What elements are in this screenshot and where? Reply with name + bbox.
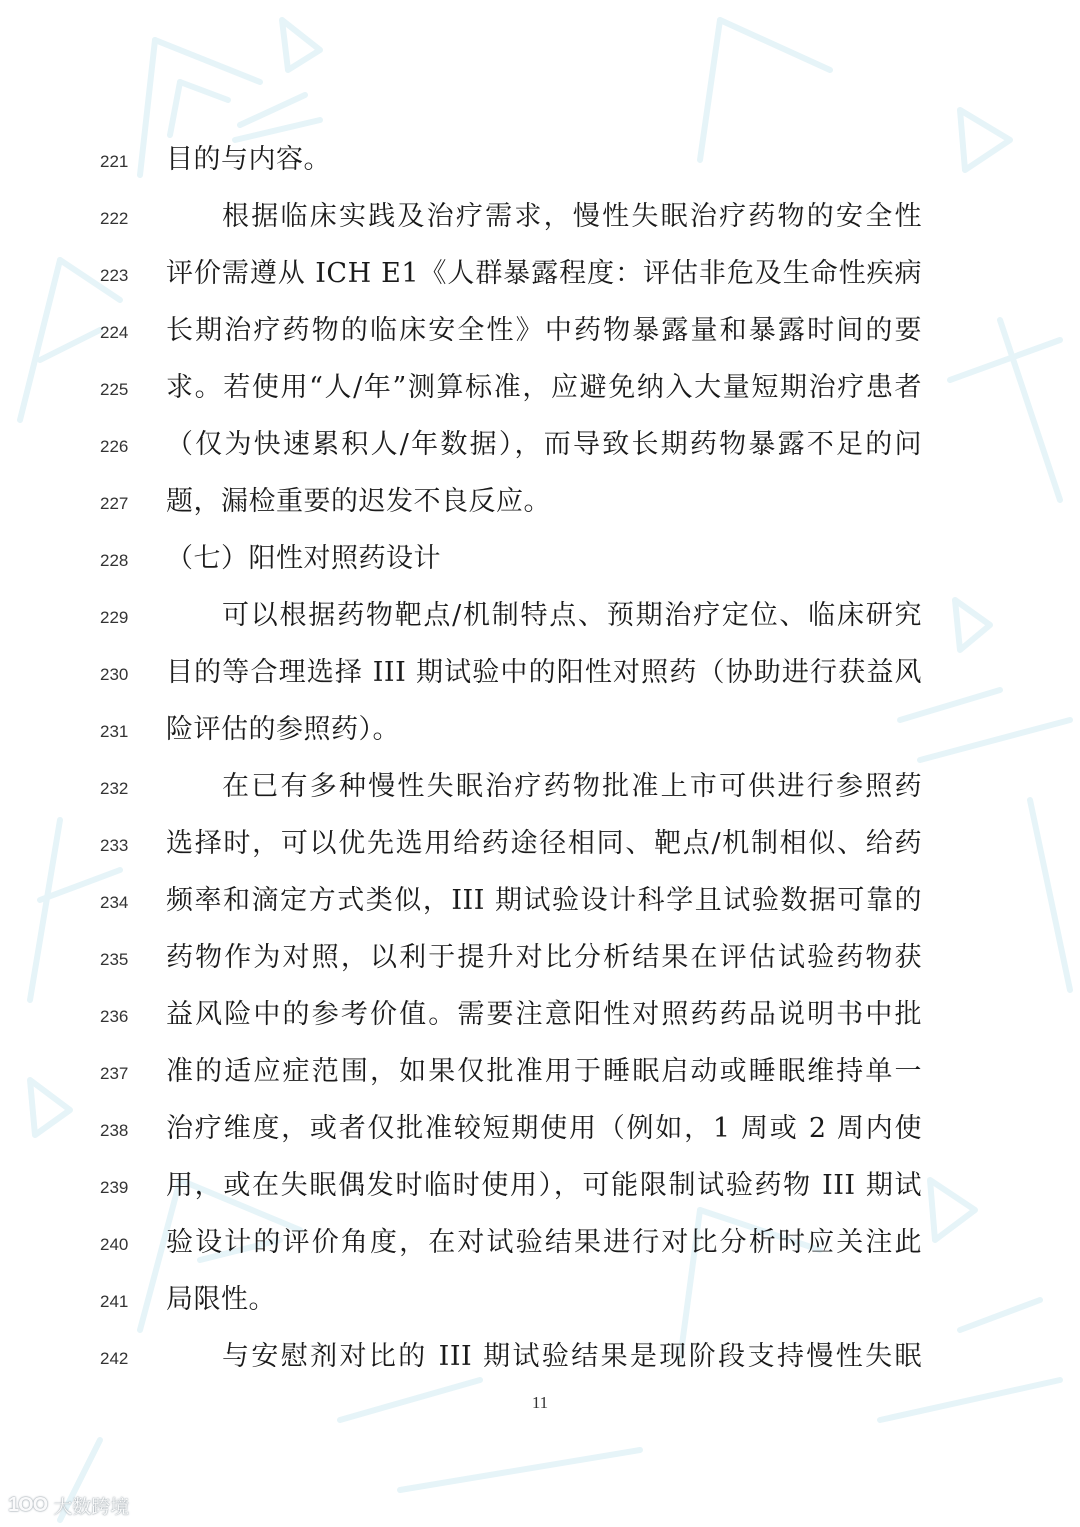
line-text: 准的适应症范围，如果仅批准用于睡眠启动或睡眠维持单一 xyxy=(166,1056,922,1087)
line-number: 239 xyxy=(100,1178,129,1197)
line-text: 治疗维度，或者仅批准较短期使用（例如，1 周或 2 周内使 xyxy=(166,1113,922,1144)
line-text: 频率和滴定方式类似，III 期试验设计科学且试验数据可靠的 xyxy=(166,885,922,916)
line-text: 验设计的评价角度，在对试验结果进行对比分析时应关注此 xyxy=(166,1227,922,1258)
section-heading xyxy=(0,539,1080,579)
line-text: 目的等合理选择 III 期试验中的阳性对照药（协助进行获益风 xyxy=(166,657,922,688)
source-logo-icon: 1OO xyxy=(8,1494,48,1516)
line-text: 药物作为对照，以利于提升对比分析结果在评估试验药物获 xyxy=(166,942,922,973)
line-text: 可以根据药物靶点/机制特点、预期治疗定位、临床研究 xyxy=(222,600,922,631)
line-text: 用，或在失眠偶发时临时使用），可能限制试验药物 III 期试 xyxy=(166,1170,922,1201)
text-line xyxy=(0,767,1080,807)
text-line xyxy=(0,1280,1080,1320)
line-text: 评价需遵从 ICH E1《人群暴露程度：评估非危及生命性疾病 xyxy=(166,258,922,289)
line-number: 223 xyxy=(100,266,129,285)
line-number: 236 xyxy=(100,1007,129,1026)
text-line xyxy=(0,368,1080,408)
line-text: 局限性。 xyxy=(166,1284,276,1315)
text-line xyxy=(0,710,1080,750)
source-name: 大数跨境 xyxy=(53,1496,130,1518)
line-number: 228 xyxy=(100,551,129,570)
line-text: （仅为快速累积人/年数据），而导致长期药物暴露不足的问 xyxy=(166,429,922,460)
line-text: 题，漏检重要的迟发不良反应。 xyxy=(166,486,551,517)
text-line xyxy=(0,1109,1080,1149)
line-number: 235 xyxy=(100,950,129,969)
line-number: 237 xyxy=(100,1064,129,1083)
line-text: 益风险中的参考价值。需要注意阳性对照药药品说明书中批 xyxy=(166,999,922,1030)
text-line xyxy=(0,653,1080,693)
text-line xyxy=(0,596,1080,636)
line-text: 选择时，可以优先选用给药途径相同、靶点/机制相似、给药 xyxy=(166,828,922,859)
page-number: 11 xyxy=(531,1393,549,1412)
line-text: 险评估的参照药）。 xyxy=(166,714,400,745)
line-number: 233 xyxy=(100,836,129,855)
line-number: 224 xyxy=(100,323,129,342)
text-line xyxy=(0,311,1080,351)
text-line xyxy=(0,1166,1080,1206)
text-line xyxy=(0,995,1080,1035)
line-text: 求。若使用“人/年”测算标准，应避免纳入大量短期治疗患者 xyxy=(166,372,922,403)
text-line xyxy=(0,140,1080,180)
line-number: 238 xyxy=(100,1121,129,1140)
line-text: 根据临床实践及治疗需求，慢性失眠治疗药物的安全性 xyxy=(222,201,922,232)
line-text: 与安慰剂对比的 III 期试验结果是现阶段支持慢性失眠 xyxy=(222,1341,922,1372)
source-watermark xyxy=(8,1492,129,1519)
line-number: 231 xyxy=(100,722,129,741)
line-text: 长期治疗药物的临床安全性》中药物暴露量和暴露时间的要 xyxy=(166,315,922,346)
line-number: 222 xyxy=(100,209,129,228)
text-line xyxy=(0,881,1080,921)
text-line xyxy=(0,425,1080,465)
line-text: 目的与内容。 xyxy=(166,144,331,175)
line-text: 在已有多种慢性失眠治疗药物批准上市可供进行参照药 xyxy=(222,771,922,802)
line-number: 221 xyxy=(100,152,129,171)
line-number: 241 xyxy=(100,1292,129,1311)
line-number: 232 xyxy=(100,779,129,798)
text-line xyxy=(0,824,1080,864)
line-number: 227 xyxy=(100,494,129,513)
line-number: 234 xyxy=(100,893,129,912)
line-number: 226 xyxy=(100,437,129,456)
line-number: 229 xyxy=(100,608,129,627)
text-line xyxy=(0,1337,1080,1377)
text-line xyxy=(0,482,1080,522)
heading-text: （七）阳性对照药设计 xyxy=(166,543,441,574)
line-number: 225 xyxy=(100,380,129,399)
text-line xyxy=(0,1052,1080,1092)
text-line xyxy=(0,197,1080,237)
text-line xyxy=(0,1223,1080,1263)
text-line xyxy=(0,254,1080,294)
text-line xyxy=(0,938,1080,978)
line-number: 240 xyxy=(100,1235,129,1254)
line-number: 230 xyxy=(100,665,129,684)
line-number: 242 xyxy=(100,1349,129,1368)
